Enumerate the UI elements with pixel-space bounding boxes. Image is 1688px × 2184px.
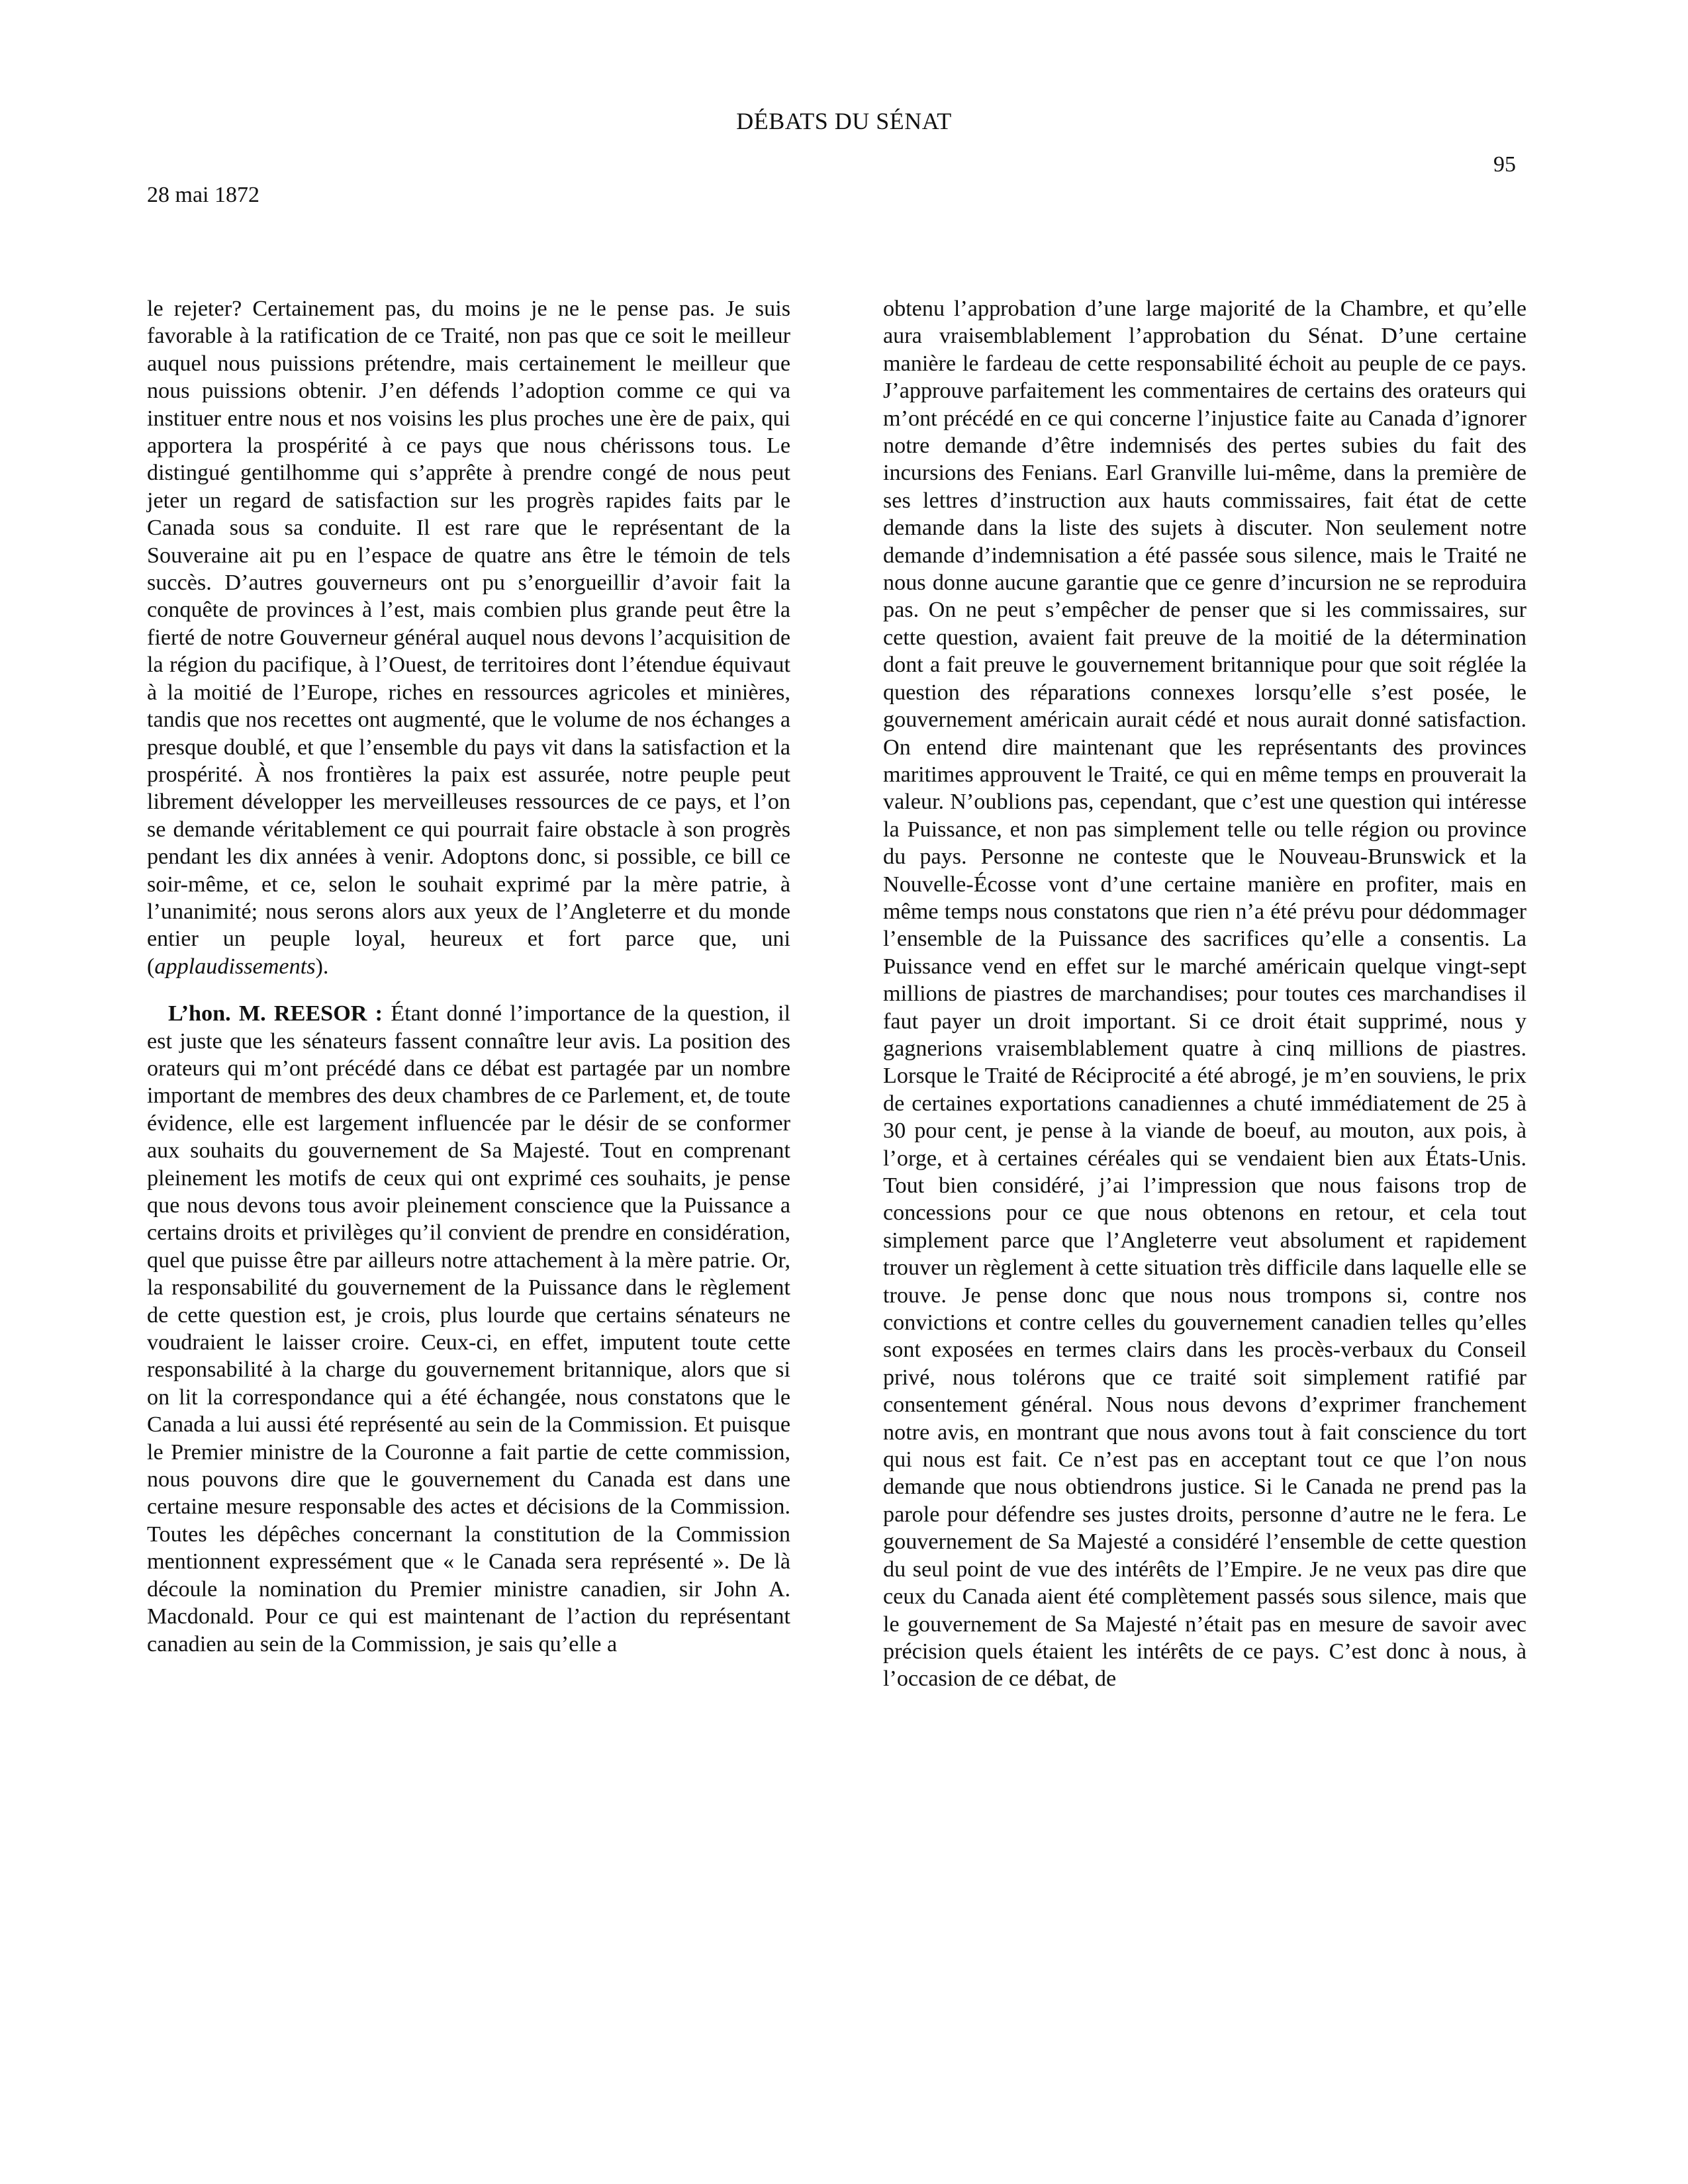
left-column bbox=[147, 295, 790, 1658]
right-column bbox=[883, 295, 1526, 1693]
speaker-name: L’hon. M. REESOR : bbox=[168, 1001, 383, 1026]
applause-note: applaudissements bbox=[154, 954, 316, 979]
paragraph-continuation-right: obtenu l’approbation d’une large majorité de la Chambre, et qu’elle aura vraisemblablement l’approbation du Sénat. D’une certaine manière le fardeau de cette responsabilité échoit au peuple de ce pays. J’approuve parfaitement les commentaires de certains des orateurs qui m’ont précédé en ce qui concerne l’injustice faite au Canada d’ignorer notre demande d’être indemnisés des pertes subies du fait des incursions des Fenians. Earl Granville lui-même, dans la première de ses lettres d’instruction aux hauts commissaires, fait état de cette demande dans la liste des sujets à discuter. Non seulement notre demande d’indemnisation a été passée sous silence, mais le Traité ne nous donne aucune garantie que ce genre d’incursion ne se reproduira pas. On ne peut s’empêcher de penser que si les commissaires, sur cette question, avaient fait preuve de la moitié de la détermination dont a fait preuve le gouvernement britannique pour que soit réglée la question des réparations connexes lorsqu’elle s’est posée, le gouvernement américain aurait cédé et nous aurait donné satisfaction. On entend dire maintenant que les représentants des provinces maritimes approuvent le Traité, ce qui en même temps en prouverait la valeur. N’oublions pas, cependant, que c’est une question qui intéresse la Puissance, et non pas simplement telle ou telle région ou province du pays. Personne ne conteste que le Nouveau-Brunswick et la Nouvelle-Écosse vont d’une certaine manière en profiter, mais en même temps nous constatons que rien n’a été prévu pour dédommager l’ensemble de la Puissance des sacrifices qu’elle a consentis. La Puissance vend en effet sur le marché américain quelque vingt-sept millions de piastres de marchandises; pour toutes ces marchandises il faut payer un droit important. Si ce droit était supprimé, nous y gagnerions vraisemblablement quatre à cinq millions de piastres. Lorsque le Traité de Réciprocité a été abrogé, je m’en souviens, le prix de certaines exportations canadiennes a chuté immédiatement de 25 à 30 pour cent, je pense à la viande de boeuf, au mouton, aux pois, à l’orge, et à certaines céréales qui se vendaient bien aux États-Unis. Tout bien considéré, j’ai l’impression que nous faisons trop de concessions pour ce que nous obtenons en retour, et cela tout simplement parce que l’Angleterre veut absolument et rapidement trouver un règlement à cette situation très difficile dans laquelle elle se trouve. Je pense donc que nous nous trompons si, contre nos convictions et contre celles du gouvernement canadien telles qu’elles sont exposées en termes clairs dans les procès-verbaux du Conseil privé, nous tolérons que ce traité soit simplement ratifié par consentement général. Nous nous devons d’exprimer franchement notre avis, en montrant que nous avons tout à fait conscience du tort qui nous est fait. Ce n’est pas en acceptant tout ce que l’on nous demande que nous obtiendrons justice. Si le Canada ne prend pas la parole pour défendre ses justes droits, personne d’autre ne le fera. Le gouvernement de Sa Majesté a considéré l’ensemble de cette question du seul point de vue des intérêts de l’Empire. Je ne veux pas dire que ceux du Canada aient été complètement passés sous silence, mais que le gouvernement de Sa Majesté n’était pas en mesure de savoir avec précision quels étaient les intérêts de ce pays. C’est donc à nous, à l’occasion de ce débat, de bbox=[883, 296, 1526, 1692]
page-number: 95 bbox=[1493, 152, 1516, 177]
paragraph-text: le rejeter? Certainement pas, du moins je ne le pense pas. Je suis favorable à la ratification de ce Traité, non pas que ce soit le meilleur auquel nous puissions prétendre, mais certainement le meilleur que nous puissions obtenir. J’en défends l’adoption comme ce qui va instituer entre nous et nos voisins les plus proches une ère de paix, qui apportera la prospérité à ce pays que nous chérissons tous. Le distingué gentilhomme qui s’apprête à prendre congé de nous peut jeter un regard de satisfaction sur les progrès rapides faits par le Canada sous sa conduite. Il est rare que le représentant de la Souveraine ait pu en l’espace de quatre ans être le témoin de tels succès. D’autres gouverneurs ont pu s’enorgueillir d’avoir fait la conquête de provinces à l’est, mais combien plus grande peut être la fierté de notre Gouverneur général auquel nous devons l’acquisition de la région du pacifique, à l’Ouest, de territoires dont l’étendue équivaut à la moitié de l’Europe, riches en ressources agricoles et minières, tandis que nos recettes ont augmenté, que le volume de nos échanges a presque doublé, et que l’ensemble du pays vit dans la satisfaction et la prospérité. À nos frontières la paix est assurée, notre peuple peut librement développer les merveilleuses ressources de ce pays, et l’on se demande véritablement ce qui pourrait faire obstacle à son progrès pendant les dix années à venir. Adoptons donc, si possible, ce bill ce soir-même, et ce, selon le souhait exprimé par la mère patrie, à l’unanimité; nous serons alors aux yeux de l’Angleterre et du monde entier un peuple loyal, heureux et fort parce que, uni ( bbox=[147, 296, 790, 979]
page-date: 28 mai 1872 bbox=[147, 183, 259, 207]
speech-text: Étant donné l’importance de la question, il est juste que les sénateurs fassent connaître leur avis. La position des orateurs qui m’ont précédé dans ce débat est partagée par un nombre important de membres des deux chambres de ce Parlement, et, de toute évidence, elle est largement influencée par le désir de se conformer aux souhaits du gouvernement de Sa Majesté. Tout en comprenant pleinement les motifs de ceux qui ont exprimé ces souhaits, je pense que nous devons tous avoir pleinement conscience que la Puissance a certains droits et privilèges qu’il convient de prendre en considération, quel que puisse être par ailleurs notre attachement à la mère patrie. Or, la responsabilité du gouvernement de la Puissance dans le règlement de cette question est, je crois, plus lourde que certains sénateurs ne voudraient le laisser croire. Ceux-ci, en effet, imputent toute cette responsabilité à la charge du gouvernement britannique, alors que si on lit la correspondance qui a été échangée, nous constatons que le Canada a lui aussi été représenté au sein de la Commission. Et puisque le Premier ministre de la Couronne a fait partie de cette commission, nous pouvons dire que le gouvernement du Canada est dans une certaine mesure responsable des actes et décisions de la Commission. Toutes les dépêches concernant la constitution de la Commission mentionnent expressément que « le Canada sera représenté ». De là découle la nomination du Premier ministre canadien, sir John A. Macdonald. Pour ce qui est maintenant de l’action du représentant canadien au sein de la Commission, je sais qu’elle a bbox=[147, 1001, 790, 1657]
speech-paragraph bbox=[147, 1000, 790, 1658]
paragraph-continuation bbox=[147, 295, 790, 980]
running-head: DÉBATS DU SÉNAT bbox=[736, 108, 952, 134]
paragraph-end: ). bbox=[315, 954, 329, 979]
